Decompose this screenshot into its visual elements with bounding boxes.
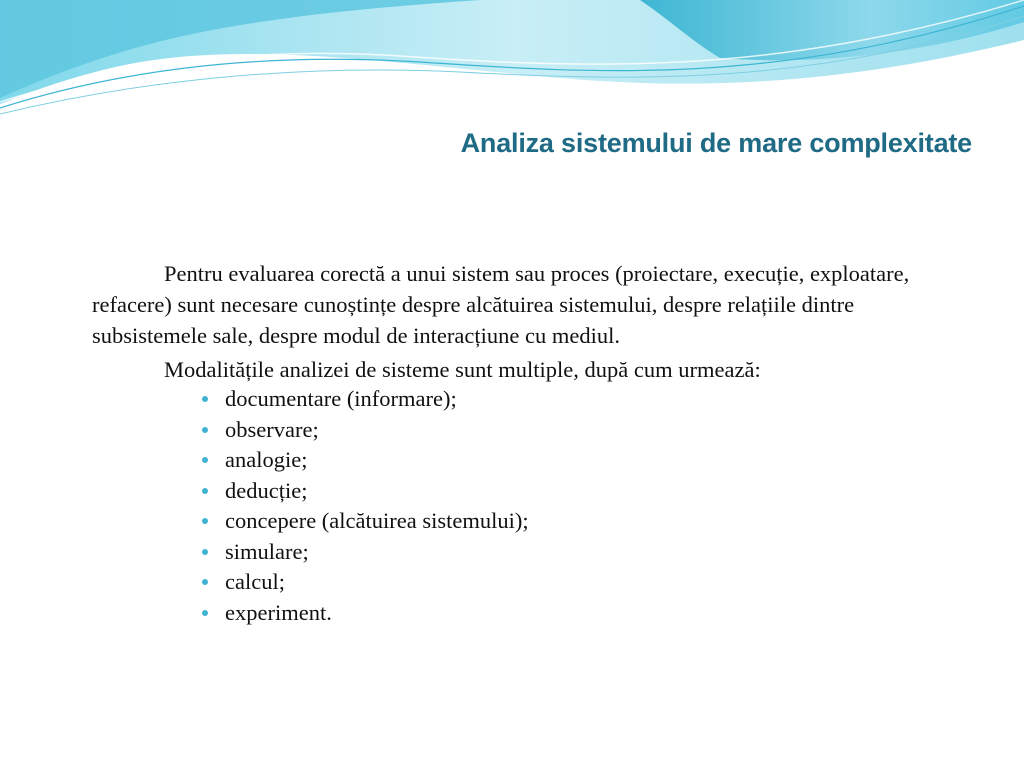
list-item — [202, 476, 962, 507]
intro-paragraph: Pentru evaluarea corectă a unui sistem sau proces (proiectare, execuție, exploatare, refacere) sunt necesare cunoștințe despre alcătuirea sistemului, despre relațiile dintre subsistemele sale, despre modul de interacțiune cu mediul. — [92, 261, 910, 348]
list-item — [202, 445, 962, 476]
list-item-label: calcul; — [225, 569, 285, 594]
dot-bullet-icon — [202, 427, 208, 433]
list-item — [202, 598, 962, 629]
list-item-label: experiment. — [225, 599, 332, 625]
dot-bullet-icon — [202, 396, 208, 402]
methods-intro: Modalitățile analizei de sisteme sunt multiple, după cum urmează: — [164, 357, 761, 382]
dot-bullet-icon — [202, 518, 208, 524]
dot-bullet-icon — [202, 610, 208, 616]
list-item-label: analogie; — [225, 447, 308, 472]
list-item — [202, 537, 962, 568]
methods-list — [92, 384, 962, 628]
header-wave-decoration — [0, 0, 1024, 130]
list-item — [202, 415, 962, 446]
list-item-label: observare; — [225, 416, 319, 442]
slide-body — [92, 258, 962, 628]
dot-bullet-icon — [202, 579, 208, 585]
list-item — [202, 506, 962, 537]
dot-bullet-icon — [202, 488, 208, 494]
list-item-label: documentare (informare); — [225, 386, 457, 411]
page-title: Analiza sistemului de mare complexitate — [460, 128, 972, 158]
dot-bullet-icon — [202, 549, 208, 555]
list-item — [202, 384, 962, 415]
list-item-label: concepere (alcătuirea sistemului); — [225, 508, 529, 533]
list-item-label: simulare; — [225, 538, 309, 564]
list-item-label: deducție; — [225, 477, 308, 503]
dot-bullet-icon — [202, 457, 208, 463]
list-item — [202, 567, 962, 598]
